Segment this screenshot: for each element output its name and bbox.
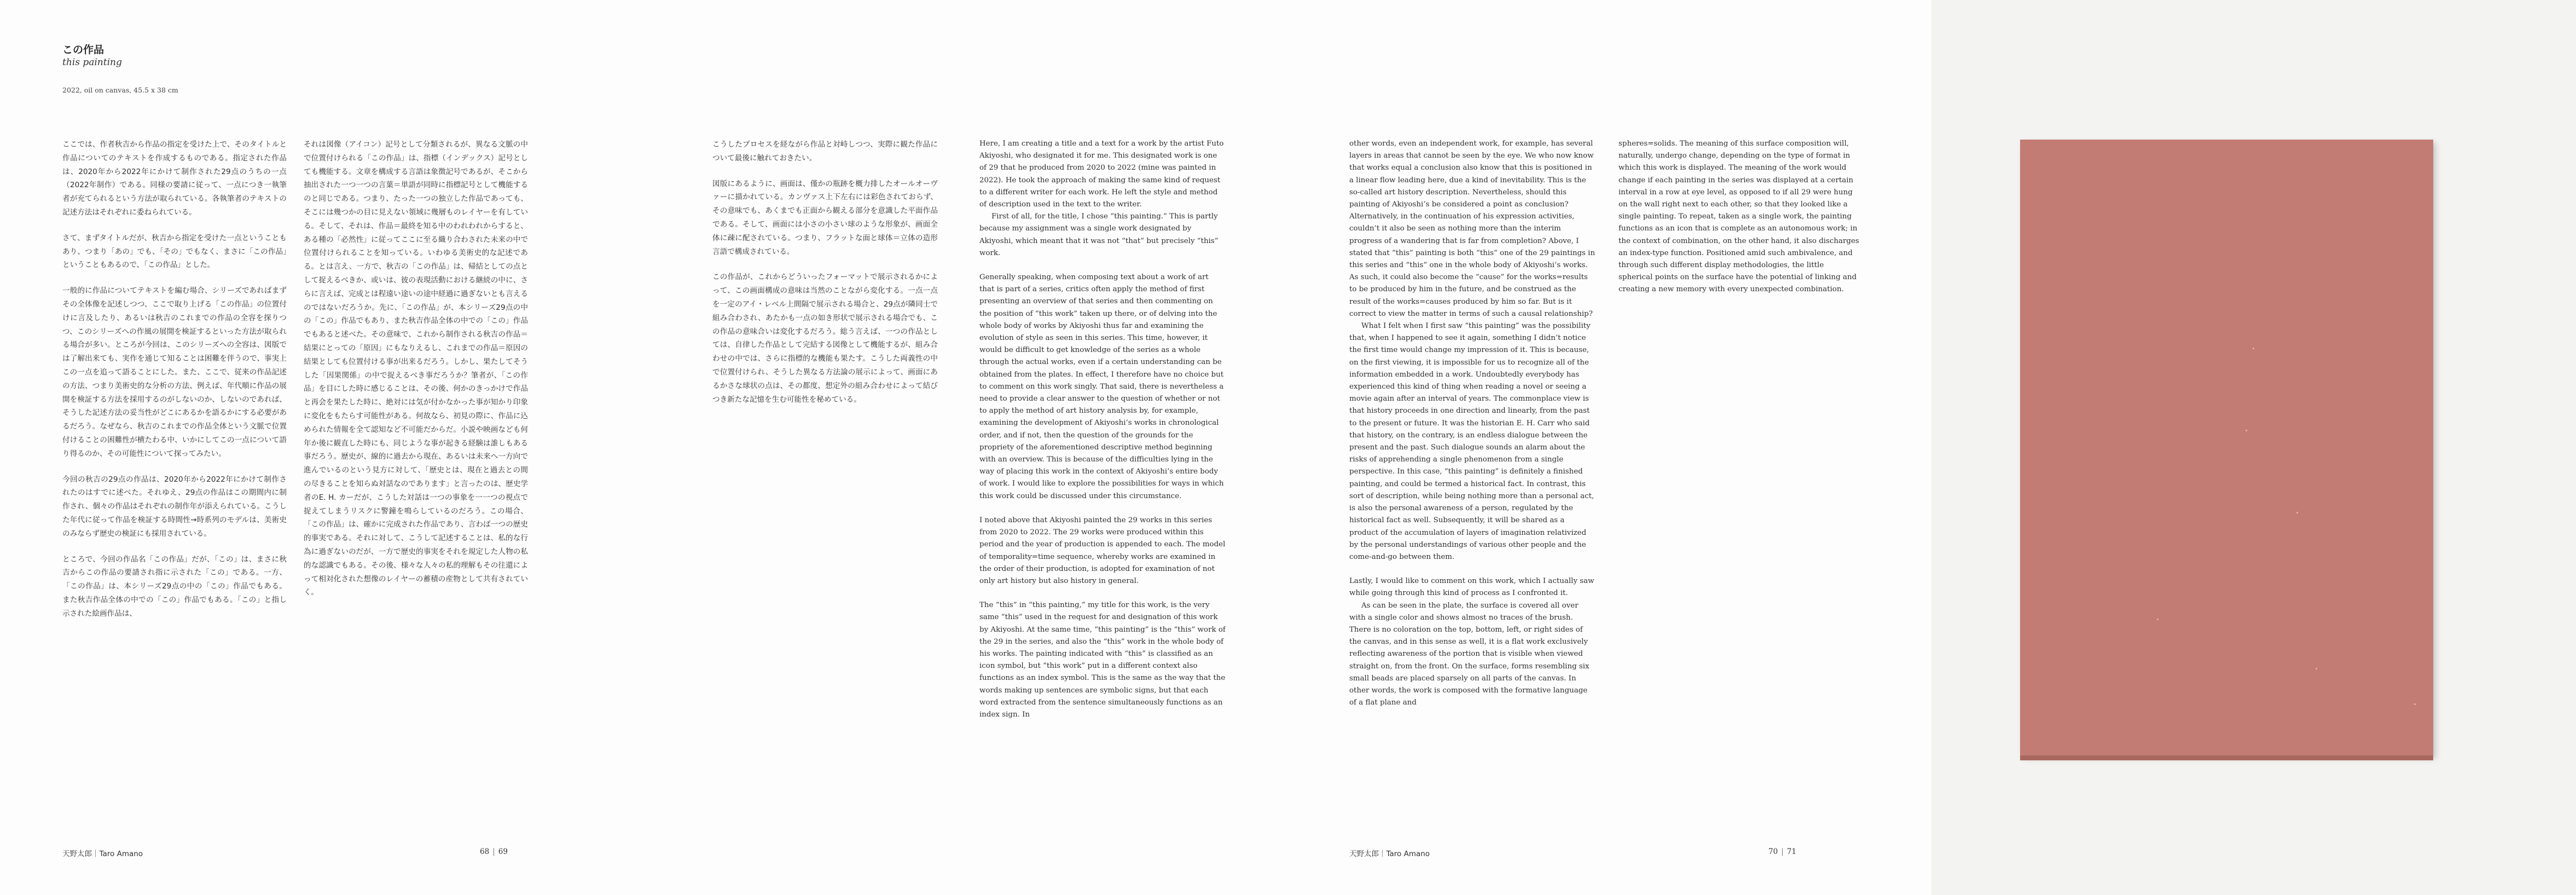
painting-speck	[2296, 512, 2298, 513]
paragraph: Generally speaking, when composing text about a work of art that is part of a series, critics often apply the method of first presenting an overview of that series and then commenting on the position of “this work” taken up there, or of delving into the whole body of works by Akiyoshi thus far and examining the evolution of style as seen in this series. This time, however, it would be difficult to get knowledge of the series as a whole through the actual works, even if a certain understanding can be obtained from the plates. In effect, I therefore have no choice but to comment on this work singly. That said, there is nevertheless a need to provide a clear answer to the question of whether or not to apply the method of art history analysis by, for example, examining the development of Akiyoshi’s works in chronological order, and if not, then the question of the grounds for the propriety of the aforementioned descriptive method beginning with an overview. This is because of the difficulties lying in the way of placing this work in the context of Akiyoshi’s entire body of work. I would like to explore the possibilities for ways in which this work could be discussed under this circumstance.	[979, 273, 1224, 500]
paragraph: spheres=solids. The meaning of this surface composition will, naturally, undergo change, depending on the type of format in which this work is displayed. The meaning of the work would change if each painting in the series was displayed at a certain interval in a row at eye level, as opposed to if all 29 were hung on the wall right next to each other, so that they looked like a single painting. To repeat, taken as a single work, the painting functions as an icon that is complete as an autonomous work; in the context of combination, on the other hand, it also discharges an index-type function. Positioned amid such ambivalence, and through such different display methodologies, the little spherical points on the surface have the potential of linking and creating a new memory with every unexpected combination.	[1618, 140, 1859, 294]
paragraph: 図版にあるように、画面は、僅かの瓶跡を概力排したオールオーヴァーに描かれている。カンヴァス上下左右には彩色されておらず、その意味でも、あくまでも正面から観える部分を意識した平面作品である。そして、画面には小さの小さい球のような形象が、画面全体に疎に配されている。つまり、フラットな面と球体＝立体の造形言語で構成されている。	[712, 179, 938, 256]
paragraph: ところで、今回の作品名「この作品」だが、「この」は、まさに秋吉からこの作品の要請され指に示された「この」である。一方、「この作品」は、本シリーズ29点の中の「この」作品でもある。また秋吉作品全体の中での「この」作品でもある。「この」と指し示された絵画作品は、	[62, 555, 287, 618]
paragraph: As can be seen in the plate, the surface is covered all over with a single color and shows almost no traces of the brush. There is no coloration on the top, bottom, left, or right sides of the canvas, and in this sense as well, it is a flat work exclusively reflecting awareness of the portion that is visible when viewed straight on, from the front. On the surface, forms resembling six small beads are placed sparsely on all parts of the canvas. In other words, the work is composed with the formative language of a flat plane and	[1349, 601, 1589, 707]
paragraph: それは図像（アイコン）記号として分類されるが、異なる文脈の中で位置付けられる「この作品」は、指標（インデックス）記号としても機能する。文章を構成する言語は象徴記号であるが、そこから抽出された一つ一つの言葉＝単語が同時に指標記号として機能するのと同じである。つまり、たった一つの独立した作品であっても、そこには幾つかの目に見えない領域に幾層ものレイヤーを有している。そして、それは、作品＝最終を知る中のわれわれからすると、ある種の「必然性」に従ってここに至る織り合わされた未来の中で位置付けられることを知っている。いわゆる美術史的な記述である。とは言え、一方で、秋吉の「この作品」は、帰結としての点として捉えるべきか、或いは、彼の表現活動における継続の中に、さらに言えば、完成とは程遠い途いの途中経過に過ぎないとも言えるのではないだろうか。先に、「この作品」が、本シリーズ29点の中の「この」作品でもあり、また秋吉作品全体の中での「この」作品でもあると述べた。その意味で、これから制作される秋吉の作品＝結果にとっての「原因」にもなりえるし、これまでの作品＝原因の結果としても位置付ける事が出来るだろう。しかし、果たしてそうした「因果関係」の中で捉えるべき事だろうか？筆者が、「この作品」を目にした時に感じることは、その後、何かのきっかけで作品と再会を果たした時に、絶対には気が付かなかった事が知かり印象に変化をもたらす可能性がある。何故なら、初見の際に、作品に込められた情報を全て認知など不可能だからだ。小説や映画なども何年か後に観直した時にも、同じような事が起きる経験は誰しもある事だろう。歴史が、線的に過去から現在、あるいは未来へ一方向で進んでいるのという見方に対して、「歴史とは、現在と過去との間の尽きることを知らぬ対話なのであります」と言ったのは、歴史学者のE. H. カーだが、こうした対話は一つの事象を一一つの視点で捉えてしまうリスクに警鐘を鳴らしているのだろう。この場合、「この作品」は、確かに完成された作品であり、言わば一つの歴史的事実である。それに対して、こうして記述することは、私的な行為に過ぎないのだが、一方で歴史的事実をそれを規定した人物の私的な認識でもある。その後、様々な人々の私的理解もその往還によって相対化された想像のレイヤーの蓄積の産物として共有されていく。	[304, 140, 528, 597]
text-column-en-3	[1618, 138, 1859, 811]
paragraph: The “this” in “this painting,” my title for this work, is the very same “this” used in the request for and designation of this work by Akiyoshi. At the same time, “this painting” is the “this” work of the 29 in the series, and also the “this” work in the whole body of his works. The painting indicated with “this” is classified as an icon symbol, but “this work” put in a different context also functions as an index symbol. This is the same as the way that the words making up sentences are symbolic signs, but that each word extracted from the sentence simultaneously functions as an index sign. In	[979, 601, 1226, 719]
painting-image	[2020, 140, 2433, 755]
paragraph: I noted above that Akiyoshi painted the 29 works in this series from 2020 to 2022. The 29 works were produced within this period and the year of production is appended to each. The model of temporality=time sequence, whereby works are examined in the order of their production, is adopted for examination of not only art history but also history in general.	[979, 516, 1226, 585]
footer-page-numbers-right: 70 | 71	[1768, 847, 1796, 856]
paragraph: First of all, for the title, I chose “this painting.” This is partly because my assignment was a single work designated by Akiyoshi, which meant that it was not “that” but precisely “this” work.	[979, 212, 1219, 257]
paragraph: ここでは、作者秋吉から作品の指定を受けた上で、そのタイトルと作品についてのテキストを作成するものである。指定された作品は、2020年から2022年にかけて制作された29点のうちの一点（2022年制作）である。同様の要請に従って、一点につき一執筆者が充てられるという方法が取られている。各執筆者のテキストの記述方法はそれぞれに委ねられている。	[62, 140, 287, 217]
painting-speck	[2157, 619, 2159, 620]
page-title-ja: この作品	[62, 44, 105, 56]
footer-author-right: 天野太郎｜Taro Amano	[1349, 850, 1430, 858]
text-column-ja-2	[304, 138, 528, 811]
painting-speck	[2246, 430, 2247, 431]
painting-speck	[2414, 703, 2416, 705]
artwork-caption: 2022, oil on canvas, 45.5 x 38 cm	[62, 86, 178, 94]
text-column-en-1	[979, 138, 1226, 811]
painting-speck	[2316, 668, 2317, 669]
page-number: 71	[1786, 847, 1796, 856]
paragraph: Here, I am creating a title and a text for a work by the artist Futo Akiyoshi, who designated it for me. This designated work is one of 29 that he produced from 2020 to 2022 (mine was painted in 2022). He took the approach of making the same kind of request to a different writer for each work. He left the style and method of description used in the text to the writer.	[979, 140, 1224, 209]
paragraph: さて、まずタイトルだが、秋吉から指定を受けた一点ということもあり、つまり「あの」でも、「その」でもなく、まさに「この作品」ということもあるので、「この作品」とした。	[62, 233, 287, 270]
painting-speck	[2253, 348, 2254, 349]
paragraph: 今回の秋吉の29点の作品は、2020年から2022年にかけて制作されたのはすでに述べた。それゆえ、29点の作品はこの期間内に制作され、個々の作品はそれぞれの制作年が添えられている。こうした年代に従って作品を検証する時間性→時系列のモデルは、美術史のみならず歴史の検証にも採用されている。	[62, 475, 287, 538]
footer-author-left: 天野太郎｜Taro Amano	[62, 850, 143, 858]
paragraph: other words, even an independent work, for example, has several layers in areas that cannot be seen by the eye. We who now know that works equal a conclusion also know that this is positioned in a linear flow leading here, due a kind of inevitability. This is the so-called art history description. Nevertheless, should this painting of Akiyoshi’s be considered a point as conclusion? Alternatively, in the continuation of his expression activities, couldn’t it also be seen as nothing more than the interim progress of a wandering that is far from completion? Above, I stated that “this” painting is both “this” one of the 29 paintings in this series and “this” one in the whole body of Akiyoshi’s works. As such, it could also become the “cause” for the works=results to be produced by him in the future, and be construed as the result of the works=causes produced by him so far. But is it correct to view the matter in terms of such a causal relationship?	[1349, 140, 1596, 318]
paragraph: 一般的に作品についてテキストを編む場合、シリーズであればまずその全体像を記述しつつ、ここで取り上げる「この作品」の位置付けに言及したり、あるいは秋吉のこれまでの作品の全容を探りつつ、このシリーズへの作風の展開を検証するといった方法が取られる場合が多い。ところが今回は、このシリーズへの全容は、図版では了解出来ても、実作を通じて知ることは困難を伴うので、事実上この一点を追って語ることにした。また、ここで、従来の作品記述の方法、つまり美術史的な分析の方法、例えば、年代順に作品の展開を検証する方法を採用するのがしないのか、しないのであれば、そうした記述方法の妥当性がどこにあるかを語るかにする必要があるだろう。なぜなら、秋吉のこれまでの作品全体という文脈で位置付けることの困難性が横たわる中、いかにしてこの一点について語り得るのか、その可能性について探ってみたい。	[62, 286, 287, 458]
page-number: 70	[1768, 847, 1778, 856]
page-number: 68	[480, 847, 490, 856]
text-column-ja-3	[712, 138, 938, 811]
paragraph: What I felt when I first saw “this painting” was the possibility that, when I happened to see it again, something I didn’t notice the first time would change my impression of it. This is because, on the first viewing, it is impossible for us to recognize all of the information embedded in a work. Undoubtedly everybody has experienced this kind of thing when reading a novel or seeing a movie again after an interval of years. The commonplace view is that history proceeds in one direction and linearly, from the past to the present or future. It was the historian E. H. Carr who said that history, on the contrary, is an endless dialogue between the present and the past. Such dialogue sounds an alarm about the risks of apprehending a single phenomenon from a single perspective. In this case, “this painting” is definitely a finished painting, and could be termed a historical fact. In contrast, this sort of description, while being nothing more than a personal act, is also the personal awareness of a person, regulated by the historical fact as well. Subsequently, it will be shared as a product of the accumulation of layers of imagination relativized by the personal understandings of various other people and the come-and-go between them.	[1349, 322, 1594, 561]
paragraph: こうしたプロセスを経ながら作品と対峙しつつ、実際に観た作品について最後に触れておきたい。	[712, 140, 938, 163]
footer-page-numbers-left: 68 | 69	[480, 847, 508, 856]
paragraph: Lastly, I would like to comment on this work, which I actually saw while going through this kind of process as I confronted it.	[1349, 577, 1594, 598]
page-title-en: this painting	[62, 57, 122, 68]
text-column-ja-1	[62, 138, 287, 811]
painting-bottom-edge	[2020, 755, 2433, 760]
page-number: 69	[498, 847, 508, 856]
paragraph: この作品が、これからどういったフォーマットで展示されるかによって、この画面構成の意味は当然のことながら変化する。一点一点を一定のアイ・レベル上間隔で展示される場合と、29点が隣同士で組み合わされ、あたかも一点の如き形状で展示される場合でも、この作品の意味合いは変化するだろう。総う言えば、一つの作品としては、自律した作品として完結する図像として機能するが、組み合わせの中では、さらに指標的な機能も果たす。こうした両義性の中で位置付けられ、そうした異なる方法論の展示によって、画面にあるかさな球状の点は、その都度、想定外の組み合わせによって結びつき新たな記憶を生む可能性を秘めている。	[712, 273, 938, 404]
text-column-en-2	[1349, 138, 1596, 811]
